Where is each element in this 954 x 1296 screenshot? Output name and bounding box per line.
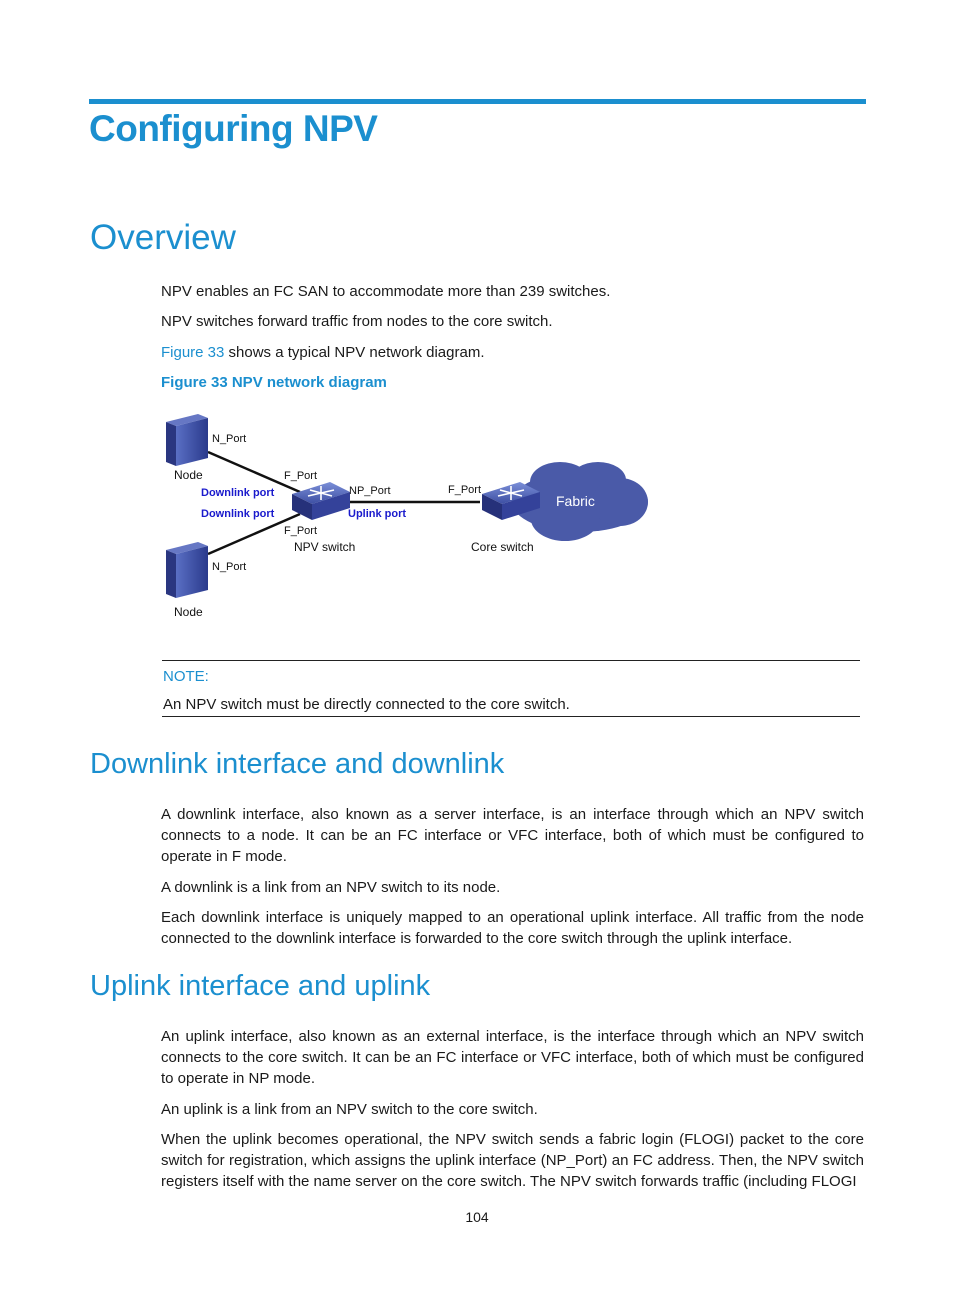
downlink-port-top-label: Downlink port — [201, 487, 275, 499]
overview-paragraph-3 — [161, 342, 864, 363]
uplink-port-label: Uplink port — [348, 508, 407, 520]
figure-33-link[interactable]: Figure 33 — [161, 344, 225, 361]
downlink-port-bottom-label: Downlink port — [201, 508, 275, 520]
uplink-paragraph-2: An uplink is a link from an NPV switch to the core switch. — [161, 1101, 538, 1118]
uplink-paragraph-3: When the uplink becomes operational, the NPV switch sends a fabric login (FLOGI) packet to the core switch for registration, which assigns the uplink interface (NP_Port) an FC address. Then, the NPV switch registers itself with the name server on the core switch. The NPV switch forwards traffic (including FLOGI — [161, 1131, 864, 1190]
fabric-label: Fabric — [556, 493, 595, 509]
overview-heading: Overview — [90, 218, 236, 257]
core-switch-label: Core switch — [471, 540, 534, 554]
uplink-paragraph-1: An uplink interface, also known as an external interface, is the interface through which an NPV switch connects to the core switch. It can be an FC interface or VFC interface, both of which must be configured to operate in NP mode. — [161, 1028, 864, 1087]
downlink-paragraph-1: A downlink interface, also known as a server interface, is an interface through which an NPV switch connects to a node. It can be an FC interface or VFC interface, both of which must be configured to operate in F mode. — [161, 806, 864, 865]
figure-caption: Figure 33 NPV network diagram — [161, 374, 387, 391]
server-icon-top — [166, 414, 208, 466]
downlink-heading: Downlink interface and downlink — [90, 748, 505, 780]
note-bottom-rule — [162, 716, 860, 717]
note-text: An NPV switch must be directly connected to the core switch. — [163, 696, 570, 713]
npv-switch-label: NPV switch — [294, 540, 356, 554]
downlink-paragraph-2: A downlink is a link from an NPV switch to its node. — [161, 879, 501, 896]
page-number: 104 — [465, 1209, 489, 1225]
n-port-bottom-label: N_Port — [212, 561, 247, 573]
note-top-rule — [162, 660, 860, 661]
f-port-bottom-label: F_Port — [284, 525, 318, 537]
server-icon-bottom — [166, 542, 208, 598]
overview-paragraph-2: NPV switches forward traffic from nodes to the core switch. — [161, 313, 553, 330]
uplink-heading: Uplink interface and uplink — [90, 970, 431, 1002]
chapter-top-rule — [89, 99, 866, 104]
n-port-top-label: N_Port — [212, 433, 247, 445]
note-label: NOTE: — [163, 668, 209, 685]
node-top-label: Node — [174, 468, 203, 482]
f-port-core-label: F_Port — [448, 484, 482, 496]
f-port-top-label: F_Port — [284, 470, 318, 482]
overview-paragraph-3-text: shows a typical NPV network diagram. — [224, 344, 485, 361]
node-bottom-label: Node — [174, 605, 203, 619]
chapter-title: Configuring NPV — [89, 108, 378, 149]
np-port-label: NP_Port — [349, 485, 391, 497]
overview-paragraph-1: NPV enables an FC SAN to accommodate more than 239 switches. — [161, 283, 611, 300]
downlink-paragraph-3: Each downlink interface is uniquely mapped to an operational uplink interface. All traffic from the node connected to the downlink interface is forwarded to the core switch through the uplink interface. — [161, 909, 864, 947]
npv-switch-icon — [292, 482, 350, 520]
npv-network-diagram — [150, 404, 670, 630]
